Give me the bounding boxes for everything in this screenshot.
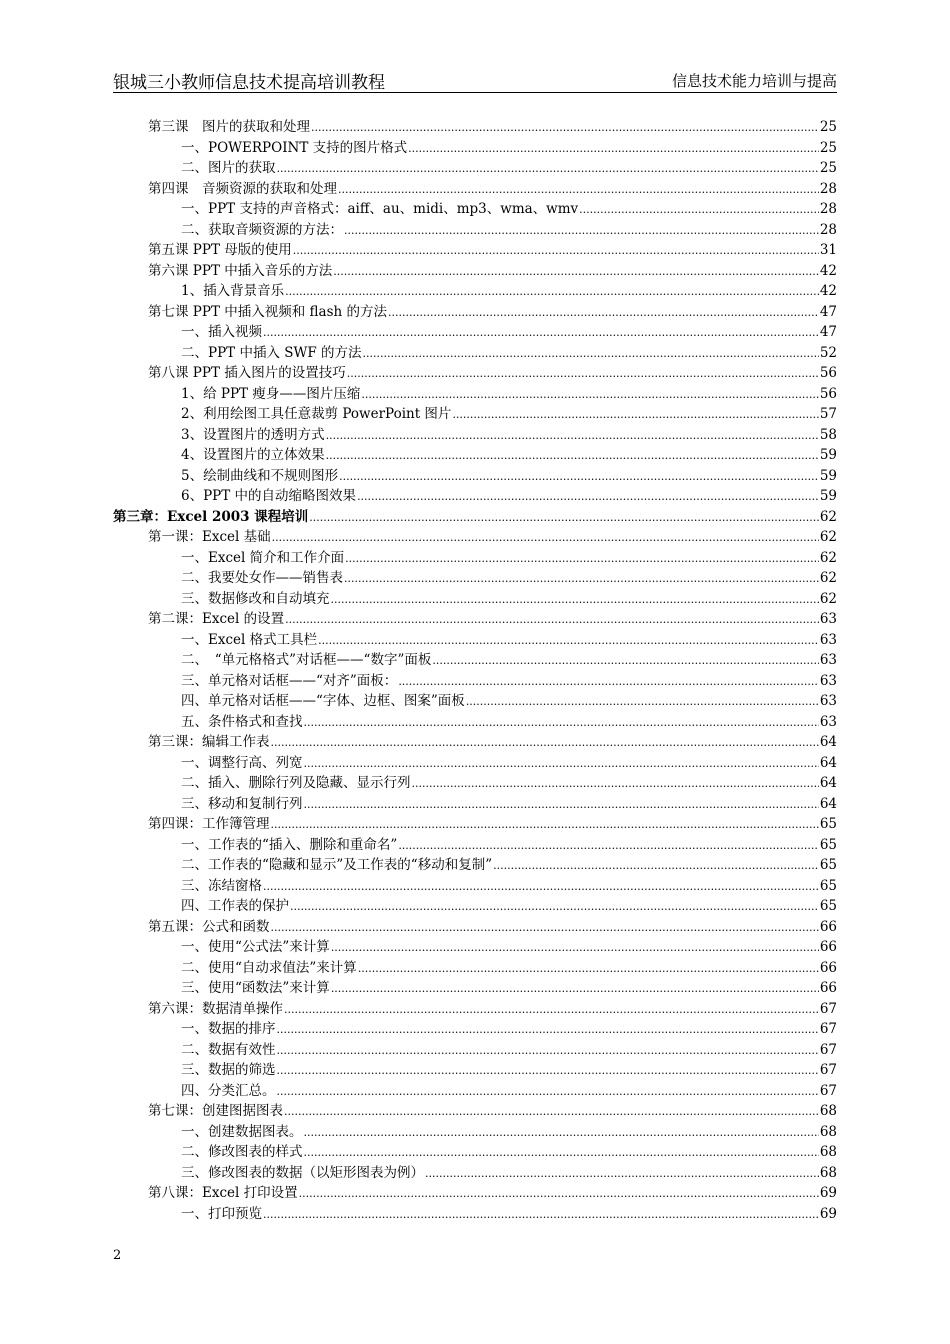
toc-dot-leader	[277, 1083, 819, 1099]
toc-dot-leader	[263, 324, 819, 340]
toc-dot-leader	[271, 919, 819, 935]
toc-page-number: 66	[819, 918, 837, 935]
toc-dot-leader	[285, 611, 819, 627]
toc-entry-title: 一、Excel 格式工具栏	[181, 631, 318, 648]
toc-page-number: 56	[819, 365, 837, 381]
toc-subsection-entry[interactable]	[113, 894, 837, 915]
toc-entry-title: 一、创建数据图表。	[181, 1123, 303, 1140]
toc-page-number: 62	[819, 529, 837, 545]
toc-dot-leader	[277, 1021, 819, 1037]
toc-dot-leader	[347, 365, 819, 381]
toc-page-number: 66	[819, 980, 837, 996]
toc-subsection-entry[interactable]	[113, 1202, 837, 1223]
toc-entry-title: 一、工作表的“插入、删除和重命名”	[181, 836, 398, 853]
toc-dot-leader	[493, 857, 819, 873]
toc-entry-title: 四、工作表的保护	[181, 898, 289, 914]
toc-page-number: 59	[819, 447, 837, 463]
toc-dot-leader	[263, 878, 819, 894]
toc-subsection-entry[interactable]	[113, 156, 837, 177]
toc-dot-leader	[331, 980, 819, 996]
toc-dot-leader	[304, 1144, 819, 1160]
toc-subsection-entry[interactable]	[113, 792, 837, 813]
toc-lesson-entry[interactable]	[113, 1181, 837, 1202]
toc-entry-title: 一、数据的排序	[181, 1021, 276, 1037]
toc-dot-leader	[326, 447, 819, 463]
toc-chapter-entry[interactable]	[113, 505, 837, 526]
toc-dot-leader	[304, 796, 819, 812]
toc-entry-title: 第八课：Excel 打印设置	[148, 1185, 298, 1201]
toc-entry-title: 1、插入背景音乐	[181, 283, 285, 299]
toc-page-number: 56	[819, 385, 837, 402]
toc-page-number: 67	[819, 1000, 837, 1017]
toc-entry-title: 二、我要处女作——销售表	[181, 570, 343, 586]
toc-subsection-entry[interactable]	[113, 566, 837, 587]
toc-subsection-entry[interactable]	[113, 402, 837, 423]
toc-page-number: 59	[819, 488, 837, 504]
toc-entry-title: 四、分类汇总。	[181, 1082, 276, 1099]
toc-page-number: 62	[819, 590, 837, 607]
toc-page-number: 65	[819, 877, 837, 894]
toc-lesson-entry[interactable]	[113, 812, 837, 833]
toc-lesson-entry[interactable]	[113, 177, 837, 198]
toc-dot-leader	[285, 283, 819, 299]
toc-subsection-entry[interactable]	[113, 710, 837, 731]
toc-dot-leader	[263, 1206, 819, 1222]
toc-page-number: 64	[819, 795, 837, 812]
toc-page-number: 62	[819, 570, 837, 586]
toc-dot-leader	[331, 939, 819, 955]
toc-page-number: 63	[819, 672, 837, 689]
toc-dot-leader	[408, 140, 819, 156]
toc-dot-leader	[272, 529, 819, 545]
toc-dot-leader	[318, 632, 819, 648]
toc-dot-leader	[579, 201, 819, 217]
toc-page-number: 67	[819, 1021, 837, 1037]
toc-entry-title: 第五课：公式和函数	[148, 918, 270, 935]
toc-entry-title: 4、设置图片的立体效果	[181, 447, 325, 463]
toc-dot-leader	[331, 591, 819, 607]
toc-page-number: 68	[819, 1144, 837, 1160]
toc-page-number: 66	[819, 939, 837, 955]
toc-entry-title: 二、插入、删除行列及隐藏、显示行列	[181, 775, 411, 791]
toc-subsection-entry[interactable]	[113, 628, 837, 649]
toc-lesson-entry[interactable]	[113, 997, 837, 1018]
toc-lesson-entry[interactable]	[113, 607, 837, 628]
toc-entry-title: 三、移动和复制行列	[181, 795, 303, 812]
toc-page-number: 63	[819, 631, 837, 648]
toc-subsection-entry[interactable]	[113, 341, 837, 362]
toc-subsection-entry[interactable]	[113, 976, 837, 997]
toc-subsection-entry[interactable]	[113, 484, 837, 505]
toc-subsection-entry[interactable]	[113, 1079, 837, 1100]
page-header	[113, 66, 837, 93]
toc-page-number: 64	[819, 754, 837, 771]
toc-dot-leader	[309, 509, 819, 525]
toc-dot-leader	[358, 960, 819, 976]
toc-subsection-entry[interactable]	[113, 1161, 837, 1182]
toc-subsection-entry[interactable]	[113, 669, 837, 690]
toc-page-number: 42	[819, 283, 837, 299]
toc-page-number: 28	[819, 180, 837, 197]
toc-page-number: 25	[819, 119, 837, 135]
toc-subsection-entry[interactable]	[113, 833, 837, 854]
toc-dot-leader	[452, 406, 818, 422]
toc-dot-leader	[432, 652, 818, 668]
toc-lesson-entry[interactable]	[113, 915, 837, 936]
toc-entry-title: 三、数据修改和自动填充	[181, 590, 330, 607]
toc-page-number: 65	[819, 857, 837, 873]
toc-page-number: 63	[819, 611, 837, 627]
toc-lesson-entry[interactable]	[113, 730, 837, 751]
toc-page-number: 66	[819, 959, 837, 976]
toc-dot-leader	[388, 304, 819, 320]
toc-dot-leader	[277, 1042, 819, 1058]
toc-entry-title: 五、条件格式和查找	[181, 713, 303, 730]
toc-dot-leader	[326, 427, 819, 443]
toc-entry-title: 二、使用“自动求值法”来计算	[181, 959, 357, 976]
toc-page-number: 42	[819, 262, 837, 279]
toc-dot-leader	[466, 693, 819, 709]
toc-subsection-entry[interactable]	[113, 1058, 837, 1079]
toc-page-number: 62	[819, 508, 837, 525]
toc-dot-leader	[363, 345, 819, 361]
toc-entry-title: 三、使用“函数法”来计算	[181, 980, 330, 996]
toc-dot-leader	[299, 1185, 819, 1201]
toc-subsection-entry[interactable]	[113, 1038, 837, 1059]
toc-page-number: 47	[819, 324, 837, 340]
toc-dot-leader	[290, 898, 819, 914]
toc-dot-leader	[339, 468, 819, 484]
toc-dot-leader	[425, 1165, 819, 1181]
page-number: 2	[113, 1248, 122, 1263]
toc-page-number: 69	[819, 1185, 837, 1201]
toc-dot-leader	[304, 1124, 819, 1140]
toc-dot-leader	[338, 181, 819, 197]
toc-subsection-entry[interactable]	[113, 279, 837, 300]
toc-dot-leader	[277, 160, 819, 176]
toc-subsection-entry[interactable]	[113, 751, 837, 772]
toc-page-number: 69	[819, 1205, 837, 1222]
toc-subsection-entry[interactable]	[113, 1120, 837, 1141]
toc-entry-title: 二、PPT 中插入 SWF 的方法	[181, 344, 362, 361]
toc-subsection-entry[interactable]	[113, 320, 837, 341]
toc-entry-title: 一、调整行高、列宽	[181, 754, 303, 771]
toc-entry-title: 第四课 音频资源的获取和处理	[148, 180, 337, 197]
toc-entry-title: 第七课：创建图据图表	[148, 1103, 283, 1119]
toc-page-number: 25	[819, 160, 837, 176]
toc-page-number: 62	[819, 549, 837, 566]
toc-dot-leader	[357, 488, 819, 504]
toc-subsection-entry[interactable]	[113, 587, 837, 608]
toc-subsection-entry[interactable]	[113, 1140, 837, 1161]
toc-dot-leader	[271, 816, 819, 832]
toc-entry-title: 二、修改图表的样式	[181, 1144, 303, 1160]
toc-entry-title: 第五课 PPT 母版的使用	[148, 242, 292, 258]
toc-subsection-entry[interactable]	[113, 197, 837, 218]
toc-subsection-entry[interactable]	[113, 648, 837, 669]
toc-page-number: 65	[819, 816, 837, 832]
toc-page-number: 67	[819, 1082, 837, 1099]
toc-entry-title: 三、数据的筛选	[181, 1062, 276, 1078]
toc-lesson-entry[interactable]	[113, 259, 837, 280]
toc-dot-leader	[284, 1103, 819, 1119]
toc-page-number: 52	[819, 344, 837, 361]
toc-subsection-entry[interactable]	[113, 853, 837, 874]
toc-subsection-entry[interactable]	[113, 771, 837, 792]
toc-entry-title: 3、设置图片的透明方式	[181, 426, 325, 443]
toc-dot-leader	[284, 1001, 819, 1017]
document-title: 银城三小教师信息技术提高培训教程	[113, 73, 385, 93]
toc-dot-leader	[344, 570, 819, 586]
toc-entry-title: 三、修改图表的数据（以矩形图表为例）	[181, 1164, 424, 1181]
toc-subsection-entry[interactable]	[113, 382, 837, 403]
toc-entry-title: 第三课 图片的获取和处理	[148, 119, 310, 135]
toc-page-number: 31	[819, 242, 837, 258]
toc-entry-title: 第三章：Excel 2003 课程培训	[113, 508, 309, 525]
toc-page-number: 67	[819, 1062, 837, 1078]
toc-lesson-entry[interactable]	[113, 361, 837, 382]
toc-page-number: 67	[819, 1041, 837, 1058]
toc-subsection-entry[interactable]	[113, 423, 837, 444]
toc-entry-title: 第八课 PPT 插入图片的设置技巧	[148, 365, 346, 381]
toc-entry-title: 2、利用绘图工具任意裁剪 PowerPoint 图片	[181, 406, 452, 422]
toc-dot-leader	[344, 222, 819, 238]
toc-entry-title: 5、绘制曲线和不规则图形	[181, 467, 339, 484]
toc-page-number: 64	[819, 775, 837, 791]
toc-dot-leader	[412, 775, 819, 791]
toc-dot-leader	[361, 386, 818, 402]
toc-entry-title: 第六课 PPT 中插入音乐的方法	[148, 262, 333, 279]
toc-entry-title: 第一课：Excel 基础	[148, 529, 271, 545]
toc-page-number: 63	[819, 713, 837, 730]
toc-dot-leader	[398, 837, 819, 853]
toc-page-number: 63	[819, 652, 837, 668]
toc-page-number: 28	[819, 221, 837, 238]
toc-lesson-entry[interactable]	[113, 300, 837, 321]
toc-subsection-entry[interactable]	[113, 1017, 837, 1038]
toc-entry-title: 一、PPT 支持的声音格式：aiff、au、midi、mp3、wma、wmv	[181, 201, 579, 217]
toc-entry-title: 二、数据有效性	[181, 1041, 276, 1058]
toc-subsection-entry[interactable]	[113, 689, 837, 710]
toc-subsection-entry[interactable]	[113, 464, 837, 485]
toc-page-number: 57	[819, 406, 837, 422]
toc-dot-leader	[293, 242, 819, 258]
toc-lesson-entry[interactable]	[113, 525, 837, 546]
toc-subsection-entry[interactable]	[113, 218, 837, 239]
toc-entry-title: 一、Excel 简介和工作介面	[181, 549, 345, 566]
toc-page-number: 68	[819, 1164, 837, 1181]
toc-entry-title: 二、工作表的“隐藏和显示”及工作表的“移动和复制”	[181, 857, 493, 873]
toc-dot-leader	[398, 673, 819, 689]
toc-page-number: 47	[819, 303, 837, 320]
toc-page-number: 58	[819, 426, 837, 443]
toc-dot-leader	[311, 119, 819, 135]
toc-subsection-entry[interactable]	[113, 935, 837, 956]
toc-entry-title: 第三课：编辑工作表	[148, 734, 270, 750]
toc-entry-title: 二、图片的获取	[181, 160, 276, 176]
toc-dot-leader	[271, 734, 819, 750]
toc-subsection-entry[interactable]	[113, 956, 837, 977]
toc-page-number: 63	[819, 693, 837, 709]
toc-entry-title: 一、POWERPOINT 支持的图片格式	[181, 139, 408, 156]
toc-page-number: 28	[819, 201, 837, 217]
toc-dot-leader	[304, 714, 819, 730]
toc-lesson-entry[interactable]	[113, 238, 837, 259]
toc-subsection-entry[interactable]	[113, 136, 837, 157]
toc-entry-title: 1、给 PPT 瘦身——图片压缩	[181, 385, 361, 402]
toc-page-number: 68	[819, 1123, 837, 1140]
toc-dot-leader	[277, 1062, 819, 1078]
toc-page-number: 25	[819, 139, 837, 156]
toc-lesson-entry[interactable]	[113, 115, 837, 136]
table-of-contents	[113, 115, 837, 1222]
toc-page-number: 59	[819, 467, 837, 484]
toc-subsection-entry[interactable]	[113, 874, 837, 895]
toc-entry-title: 一、打印预览	[181, 1205, 262, 1222]
toc-entry-title: 第二课：Excel 的设置	[148, 611, 285, 627]
toc-page-number: 65	[819, 898, 837, 914]
toc-lesson-entry[interactable]	[113, 1099, 837, 1120]
toc-entry-title: 二、 “单元格格式”对话框——“数字”面板	[181, 652, 432, 668]
toc-subsection-entry[interactable]	[113, 443, 837, 464]
toc-dot-leader	[333, 263, 819, 279]
toc-page-number: 68	[819, 1103, 837, 1119]
toc-dot-leader	[304, 755, 819, 771]
section-title: 信息技术能力培训与提高	[671, 72, 837, 90]
toc-entry-title: 6、PPT 中的自动缩略图效果	[181, 488, 357, 504]
toc-entry-title: 一、使用“公式法”来计算	[181, 939, 330, 955]
toc-entry-title: 三、冻结窗格	[181, 877, 262, 894]
toc-entry-title: 第七课 PPT 中插入视频和 flash 的方法	[148, 303, 388, 320]
toc-entry-title: 第四课：工作簿管理	[148, 816, 270, 832]
toc-page-number: 64	[819, 734, 837, 750]
toc-entry-title: 四、单元格对话框——“字体、边框、图案”面板	[181, 693, 465, 709]
toc-entry-title: 一、插入视频	[181, 324, 262, 340]
toc-entry-title: 三、单元格对话框——“对齐”面板：	[181, 672, 398, 689]
toc-page-number: 65	[819, 836, 837, 853]
toc-subsection-entry[interactable]	[113, 546, 837, 567]
toc-entry-title: 二、获取音频资源的方法：	[181, 221, 343, 238]
toc-dot-leader	[345, 550, 819, 566]
toc-entry-title: 第六课：数据清单操作	[148, 1000, 283, 1017]
